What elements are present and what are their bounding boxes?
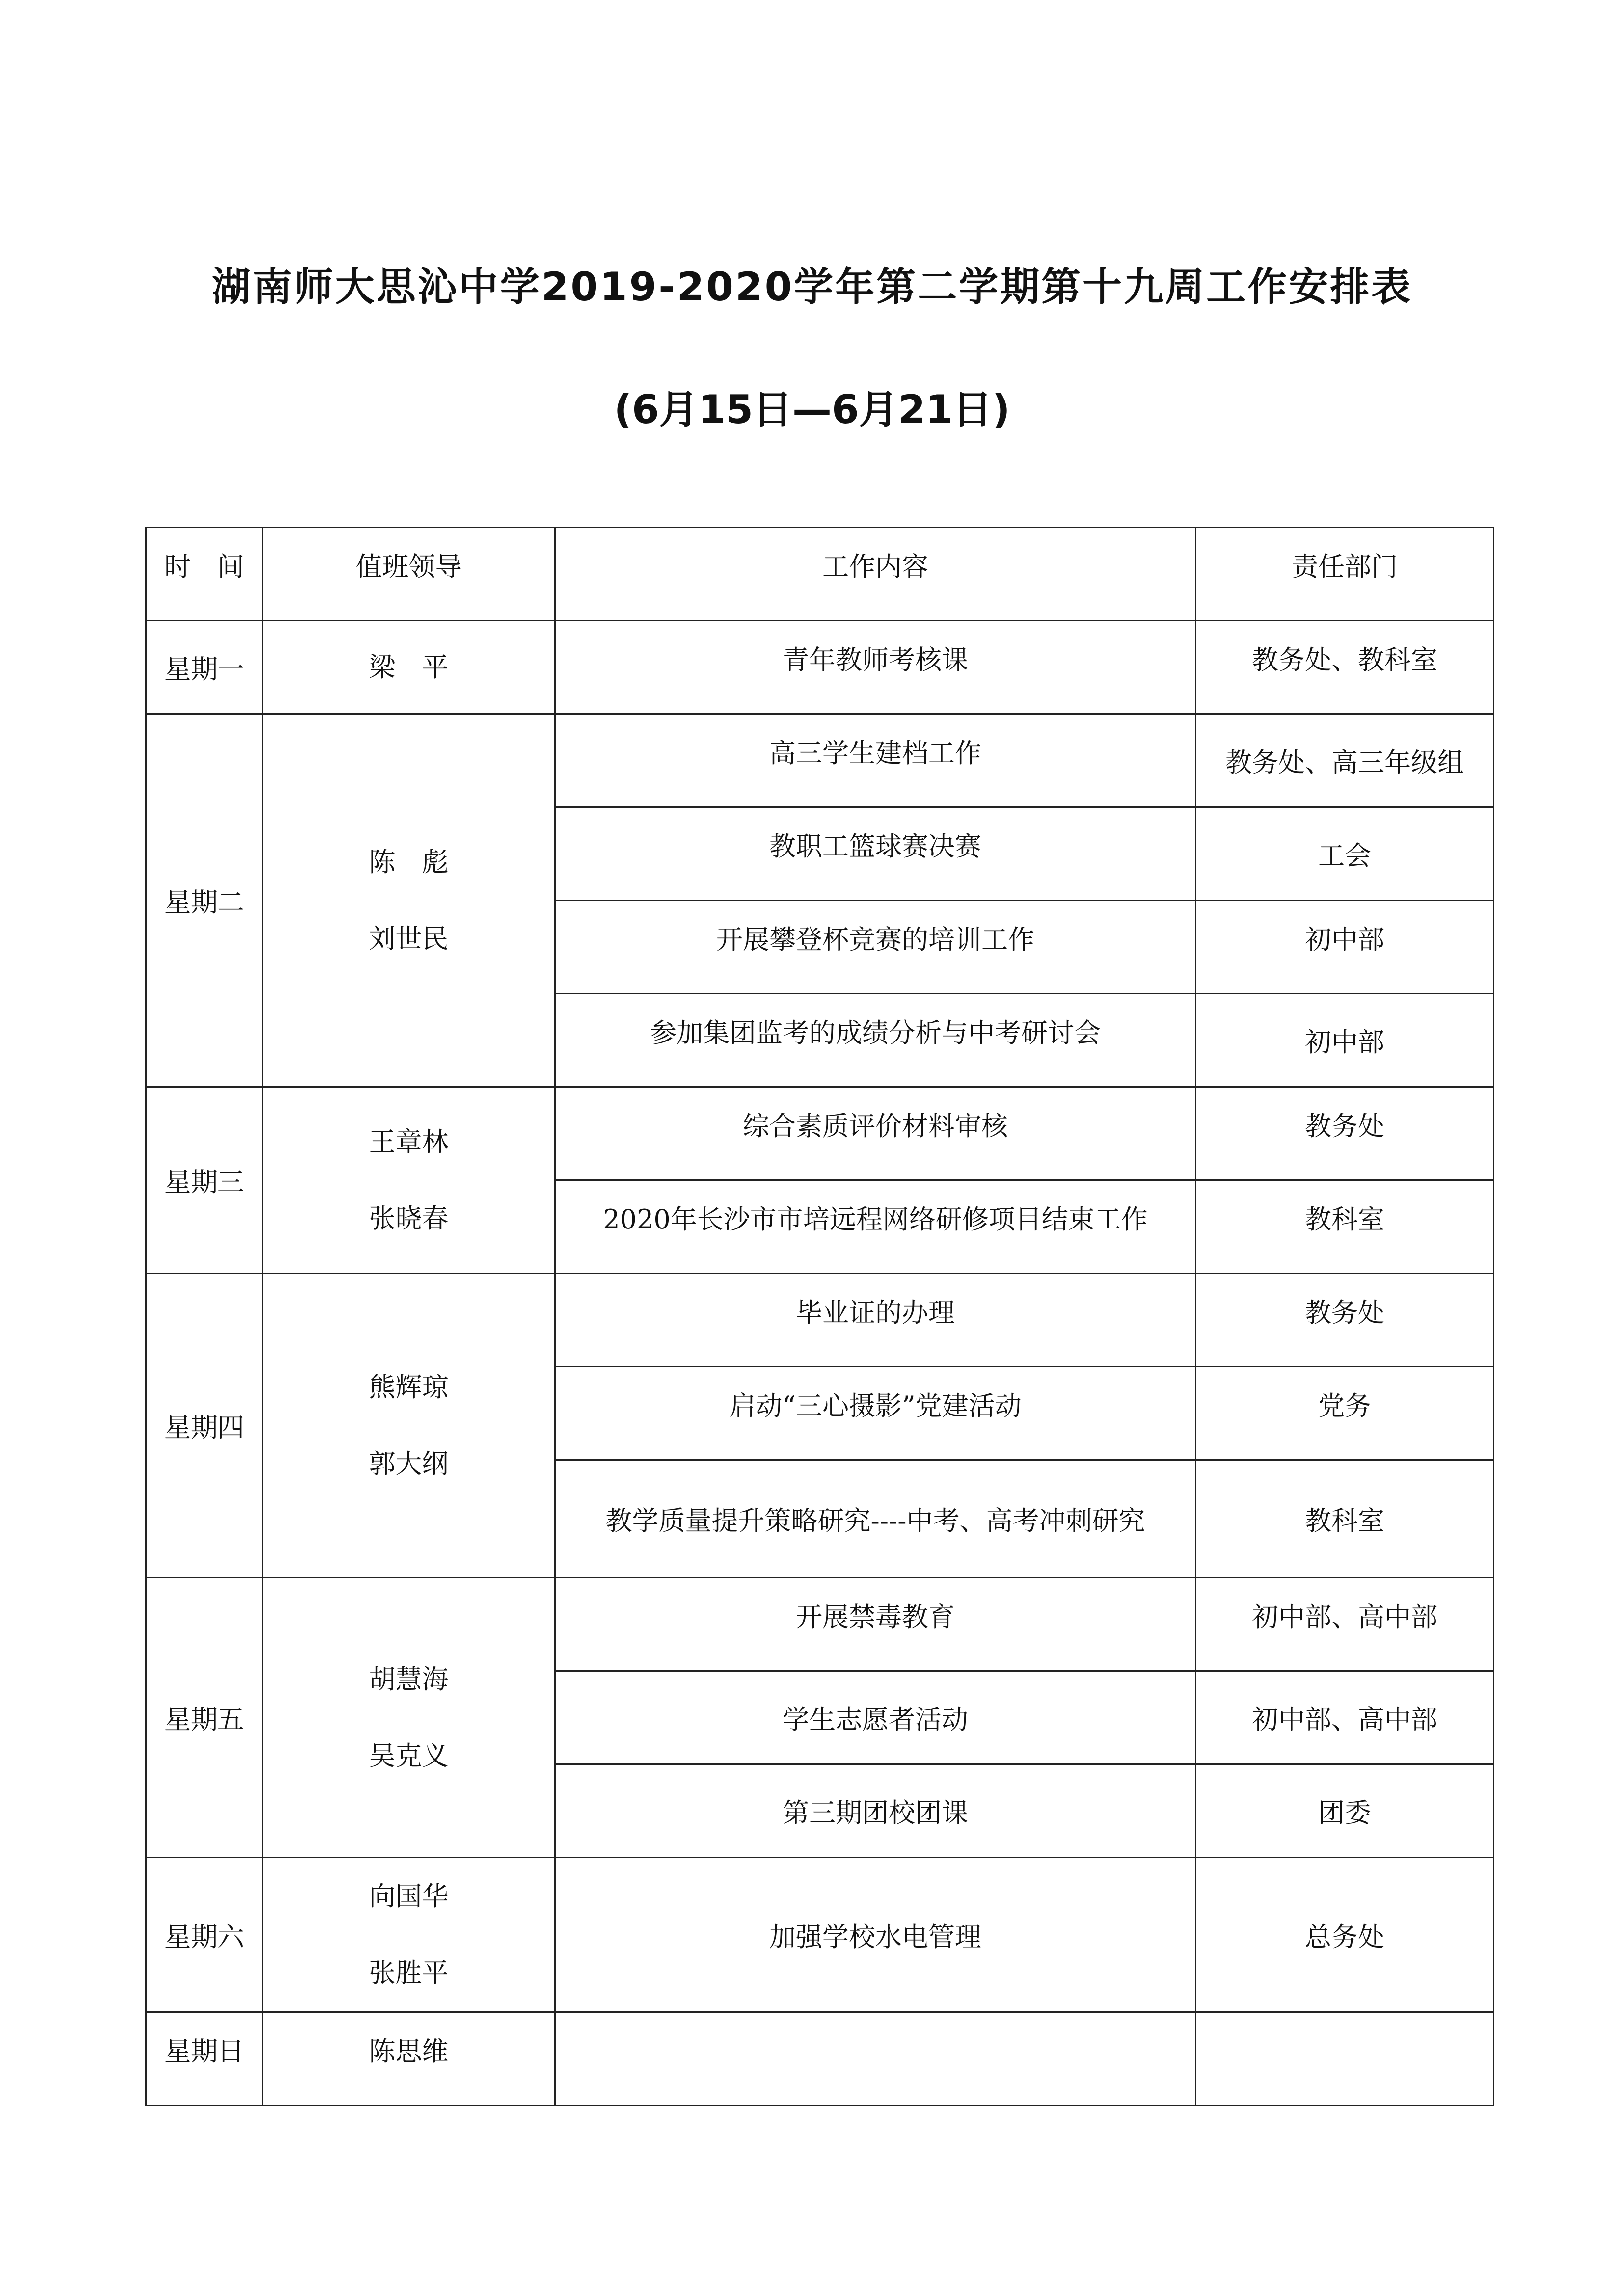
day-cell: 星期日 [146, 2012, 263, 2106]
table-row [146, 1087, 1494, 1180]
leader-name: 陈 彪 [369, 846, 449, 878]
document-title: 湖南师大思沁中学2019-2020学年第二学期第十九周工作安排表 [211, 264, 1413, 310]
leader-cell [263, 1858, 555, 2012]
task-department: 教务处 [1196, 1087, 1494, 1180]
task-department: 初中部 [1196, 994, 1494, 1087]
task-department: 团委 [1196, 1764, 1494, 1858]
task-content: 学生志愿者活动 [555, 1671, 1196, 1764]
task-content: 高三学生建档工作 [555, 714, 1196, 807]
day-cell: 星期四 [146, 1274, 263, 1578]
leader-name: 梁 平 [369, 651, 449, 683]
task-department: 教务处 [1196, 1274, 1494, 1367]
task-content [555, 2012, 1196, 2106]
day-cell: 星期二 [146, 714, 263, 1087]
leader-cell [263, 714, 555, 1087]
table-row [146, 2012, 1494, 2106]
task-content: 启动“三心摄影”党建活动 [555, 1367, 1196, 1460]
leader-cell: 陈思维 [263, 2012, 555, 2106]
task-content: 开展禁毒教育 [555, 1578, 1196, 1671]
header-department: 责任部门 [1196, 528, 1494, 621]
leader-cell [263, 1578, 555, 1858]
task-department: 教务处、教科室 [1196, 621, 1494, 714]
task-content: 参加集团监考的成绩分析与中考研讨会 [555, 994, 1196, 1087]
day-cell: 星期一 [146, 621, 263, 714]
leader-name: 郭大纲 [369, 1448, 449, 1479]
document-subtitle: (6月15日—6月21日) [614, 387, 1010, 432]
header-leader: 值班领导 [263, 528, 555, 621]
leader-name: 胡慧海 [369, 1663, 449, 1695]
leader-name: 张胜平 [369, 1957, 449, 1988]
task-department: 初中部、高中部 [1196, 1671, 1494, 1764]
task-content: 第三期团校团课 [555, 1764, 1196, 1858]
leader-name: 刘世民 [369, 923, 449, 954]
leader-cell [263, 1274, 555, 1578]
task-content: 2020年长沙市市培远程网络研修项目结束工作 [555, 1180, 1196, 1274]
table-row [146, 1578, 1494, 1671]
table-row [146, 714, 1494, 807]
task-department: 教务处、高三年级组 [1196, 714, 1494, 807]
table-row [146, 1858, 1494, 2012]
task-department: 教科室 [1196, 1460, 1494, 1578]
day-cell: 星期六 [146, 1858, 263, 2012]
task-department: 初中部 [1196, 901, 1494, 994]
day-cell: 星期五 [146, 1578, 263, 1858]
leader-name: 向国华 [369, 1881, 449, 1912]
table-row [146, 621, 1494, 714]
header-row [146, 528, 1494, 621]
leader-cell [263, 1087, 555, 1274]
leader-name: 吴克义 [369, 1740, 449, 1771]
leader-name: 张晓春 [369, 1202, 449, 1234]
task-content: 毕业证的办理 [555, 1274, 1196, 1367]
task-content: 开展攀登杯竞赛的培训工作 [555, 901, 1196, 994]
day-cell: 星期三 [146, 1087, 263, 1274]
leader-name: 熊辉琼 [369, 1371, 449, 1403]
task-content: 教学质量提升策略研究----中考、高考冲刺研究 [555, 1460, 1196, 1578]
task-department: 教科室 [1196, 1180, 1494, 1274]
table-row [146, 1274, 1494, 1367]
schedule-table [145, 527, 1494, 2106]
leader-cell [263, 621, 555, 714]
task-department: 总务处 [1196, 1858, 1494, 2012]
task-content: 教职工篮球赛决赛 [555, 807, 1196, 901]
task-content: 加强学校水电管理 [555, 1858, 1196, 2012]
header-time: 时 间 [146, 528, 263, 621]
task-content: 青年教师考核课 [555, 621, 1196, 714]
header-content: 工作内容 [555, 528, 1196, 621]
task-department: 工会 [1196, 807, 1494, 901]
task-content: 综合素质评价材料审核 [555, 1087, 1196, 1180]
task-department [1196, 2012, 1494, 2106]
task-department: 初中部、高中部 [1196, 1578, 1494, 1671]
task-department: 党务 [1196, 1367, 1494, 1460]
leader-name: 王章林 [369, 1126, 449, 1157]
